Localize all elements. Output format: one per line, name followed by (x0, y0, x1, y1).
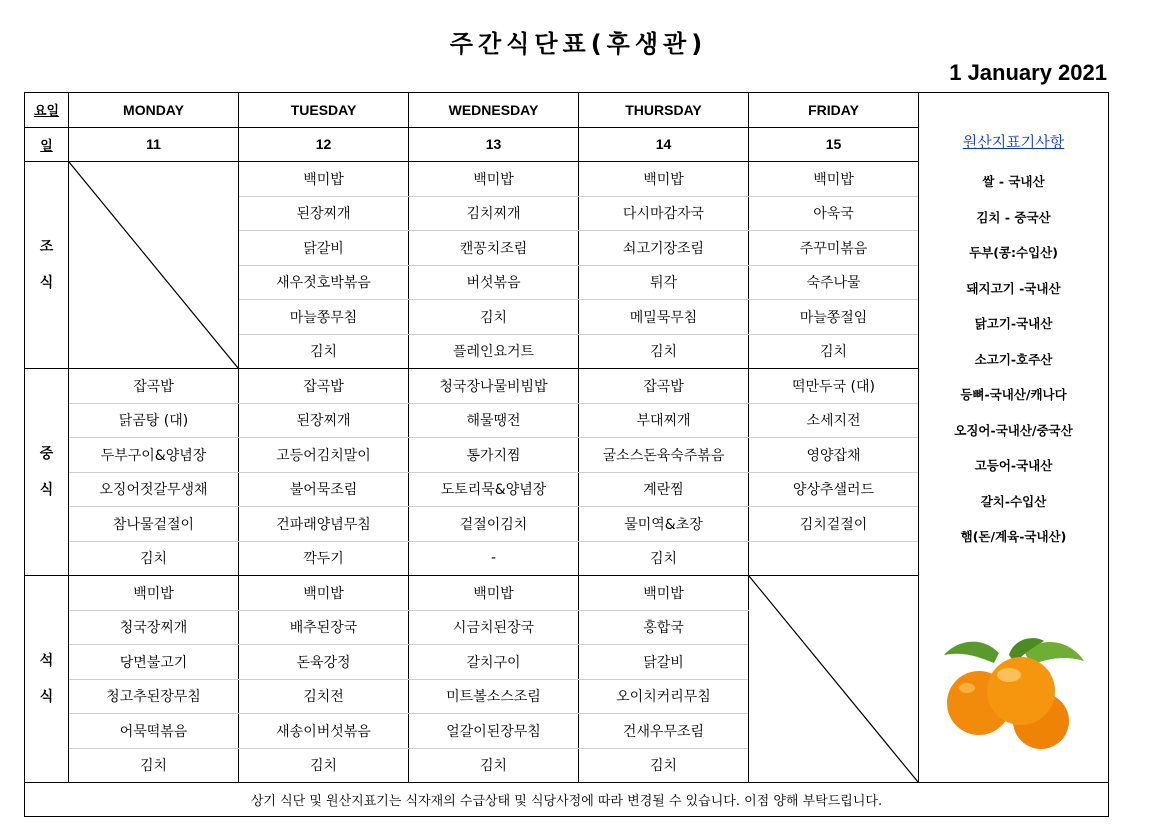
menu-item: 백미밥 (579, 576, 749, 611)
menu-item: 김치 (579, 541, 749, 576)
day-header: TUESDAY (239, 93, 409, 128)
origin-item: 김치 - 중국산 (976, 209, 1051, 225)
menu-item: 플레인요거트 (409, 334, 579, 369)
menu-item: 고등어김치말이 (239, 438, 409, 473)
menu-item: - (409, 541, 579, 576)
menu-item: 김치전 (239, 679, 409, 714)
day-header: THURSDAY (579, 93, 749, 128)
menu-item: 백미밥 (579, 162, 749, 197)
menu-item: 백미밥 (69, 576, 239, 611)
menu-item (749, 541, 919, 576)
menu-item: 청국장찌개 (69, 610, 239, 645)
menu-item: 김치 (409, 748, 579, 783)
meal-label-char: 석 (39, 653, 54, 669)
menu-item: 당면불고기 (69, 645, 239, 680)
no-meal-cell (749, 576, 919, 783)
menu-item: 다시마감자국 (579, 196, 749, 231)
menu-item: 부대찌개 (579, 403, 749, 438)
menu-item: 숙주나물 (749, 265, 919, 300)
meal-label-dinner (25, 576, 69, 783)
menu-item: 새우젓호박볶음 (239, 265, 409, 300)
menu-item: 배추된장국 (239, 610, 409, 645)
menu-item: 오징어젓갈무생채 (69, 472, 239, 507)
meal-label-char: 식 (39, 482, 54, 498)
menu-item: 청국장나물비빔밥 (409, 369, 579, 404)
menu-item: 돈육강정 (239, 645, 409, 680)
day-label: 요일 (25, 93, 69, 128)
weekly-menu-table (24, 92, 1109, 817)
menu-item: 김치 (239, 748, 409, 783)
menu-item: 참나물겉절이 (69, 507, 239, 542)
origin-item: 갈치-수입산 (980, 493, 1047, 509)
menu-item: 통가지찜 (409, 438, 579, 473)
menu-item: 청고추된장무침 (69, 679, 239, 714)
menu-item: 된장찌개 (239, 196, 409, 231)
menu-item: 버섯볶음 (409, 265, 579, 300)
menu-item: 닭곰탕 (대) (69, 403, 239, 438)
menu-item: 김치 (579, 334, 749, 369)
day-header: WEDNESDAY (409, 93, 579, 128)
origin-item: 고등어-국내산 (974, 458, 1053, 473)
menu-item: 두부구이&양념장 (69, 438, 239, 473)
day-header: FRIDAY (749, 93, 919, 128)
menu-item: 아욱국 (749, 196, 919, 231)
menu-item: 백미밥 (409, 576, 579, 611)
origin-item: 닭고기-국내산 (974, 316, 1053, 331)
menu-item: 김치겉절이 (749, 507, 919, 542)
menu-item: 김치 (69, 541, 239, 576)
menu-item: 영양잡채 (749, 438, 919, 473)
menu-item: 양상추샐러드 (749, 472, 919, 507)
menu-item: 메밀묵무침 (579, 300, 749, 335)
origin-item: 햄(돈/계육-국내산) (960, 529, 1067, 544)
menu-item: 도토리묵&양념장 (409, 472, 579, 507)
menu-item: 주꾸미볶음 (749, 231, 919, 266)
menu-item: 계란찜 (579, 472, 749, 507)
menu-item: 김치 (69, 748, 239, 783)
menu-item: 건새우무조림 (579, 714, 749, 749)
menu-item: 홍합국 (579, 610, 749, 645)
menu-item: 잡곡밥 (69, 369, 239, 404)
menu-item: 어묵떡볶음 (69, 714, 239, 749)
menu-item: 닭갈비 (579, 645, 749, 680)
origin-title-link[interactable]: 원산지표기사항 (962, 133, 1065, 151)
menu-item: 마늘쫑무침 (239, 300, 409, 335)
menu-item: 김치 (239, 334, 409, 369)
origin-item: 쌀 - 국내산 (982, 174, 1045, 189)
menu-item: 튀각 (579, 265, 749, 300)
date-header: 12 (239, 127, 409, 162)
menu-item: 갈치구이 (409, 645, 579, 680)
menu-item: 새송이버섯볶음 (239, 714, 409, 749)
menu-item: 닭갈비 (239, 231, 409, 266)
menu-item: 굴소스돈육숙주볶음 (579, 438, 749, 473)
menu-item: 잡곡밥 (239, 369, 409, 404)
day-header: MONDAY (69, 93, 239, 128)
menu-item: 김치 (579, 748, 749, 783)
origin-item: 오징어-국내산/중국산 (954, 422, 1073, 438)
origin-item: 소고기-호주산 (974, 351, 1053, 367)
footer-notice: 상기 식단 및 원산지표기는 식자재의 수급상태 및 식당사정에 따라 변경될 수 있습니다. 이점 양해 부탁드립니다. (25, 783, 1109, 817)
date-header: 14 (579, 127, 749, 162)
menu-item: 김치 (409, 300, 579, 335)
menu-item: 미트볼소스조림 (409, 679, 579, 714)
page-title: 주간식단표(후생관) (449, 30, 708, 58)
origin-item: 등뼈-국내산/캐나다 (960, 387, 1067, 402)
menu-item: 소세지전 (749, 403, 919, 438)
menu-item: 오이치커리무침 (579, 679, 749, 714)
diagonal-line (69, 162, 238, 368)
origin-item: 두부(콩:수입산) (969, 245, 1058, 260)
meal-label-lunch (25, 369, 69, 576)
menu-item: 얼갈이된장무침 (409, 714, 579, 749)
menu-item: 백미밥 (239, 162, 409, 197)
meal-label-breakfast (25, 162, 69, 369)
date-label: 일 (25, 127, 69, 162)
orange-fruit-image (939, 633, 1089, 753)
menu-item: 백미밥 (239, 576, 409, 611)
no-meal-cell (69, 162, 239, 369)
menu-item: 쇠고기장조림 (579, 231, 749, 266)
meal-label-char: 식 (39, 689, 54, 705)
menu-item: 시금치된장국 (409, 610, 579, 645)
menu-item: 캔꽁치조림 (409, 231, 579, 266)
menu-item: 해물땡전 (409, 403, 579, 438)
menu-item: 불어묵조림 (239, 472, 409, 507)
menu-item: 깍두기 (239, 541, 409, 576)
menu-item: 건파래양념무침 (239, 507, 409, 542)
date-header: 13 (409, 127, 579, 162)
menu-item: 잡곡밥 (579, 369, 749, 404)
meal-label-char: 식 (39, 275, 54, 291)
meal-label-char: 중 (39, 446, 54, 462)
diagonal-line (749, 576, 918, 782)
menu-item: 마늘쫑절임 (749, 300, 919, 335)
menu-date: 1 January 2021 (949, 60, 1107, 85)
menu-item: 백미밥 (749, 162, 919, 197)
date-header: 11 (69, 127, 239, 162)
menu-item: 백미밥 (409, 162, 579, 197)
menu-item: 물미역&초장 (579, 507, 749, 542)
date-header: 15 (749, 127, 919, 162)
menu-item: 김치 (749, 334, 919, 369)
menu-item: 떡만두국 (대) (749, 369, 919, 404)
menu-item: 김치찌개 (409, 196, 579, 231)
origin-panel (919, 93, 1109, 783)
meal-label-char: 조 (39, 239, 54, 255)
menu-item: 된장찌개 (239, 403, 409, 438)
menu-item: 겉절이김치 (409, 507, 579, 542)
origin-item: 돼지고기 -국내산 (966, 280, 1061, 296)
